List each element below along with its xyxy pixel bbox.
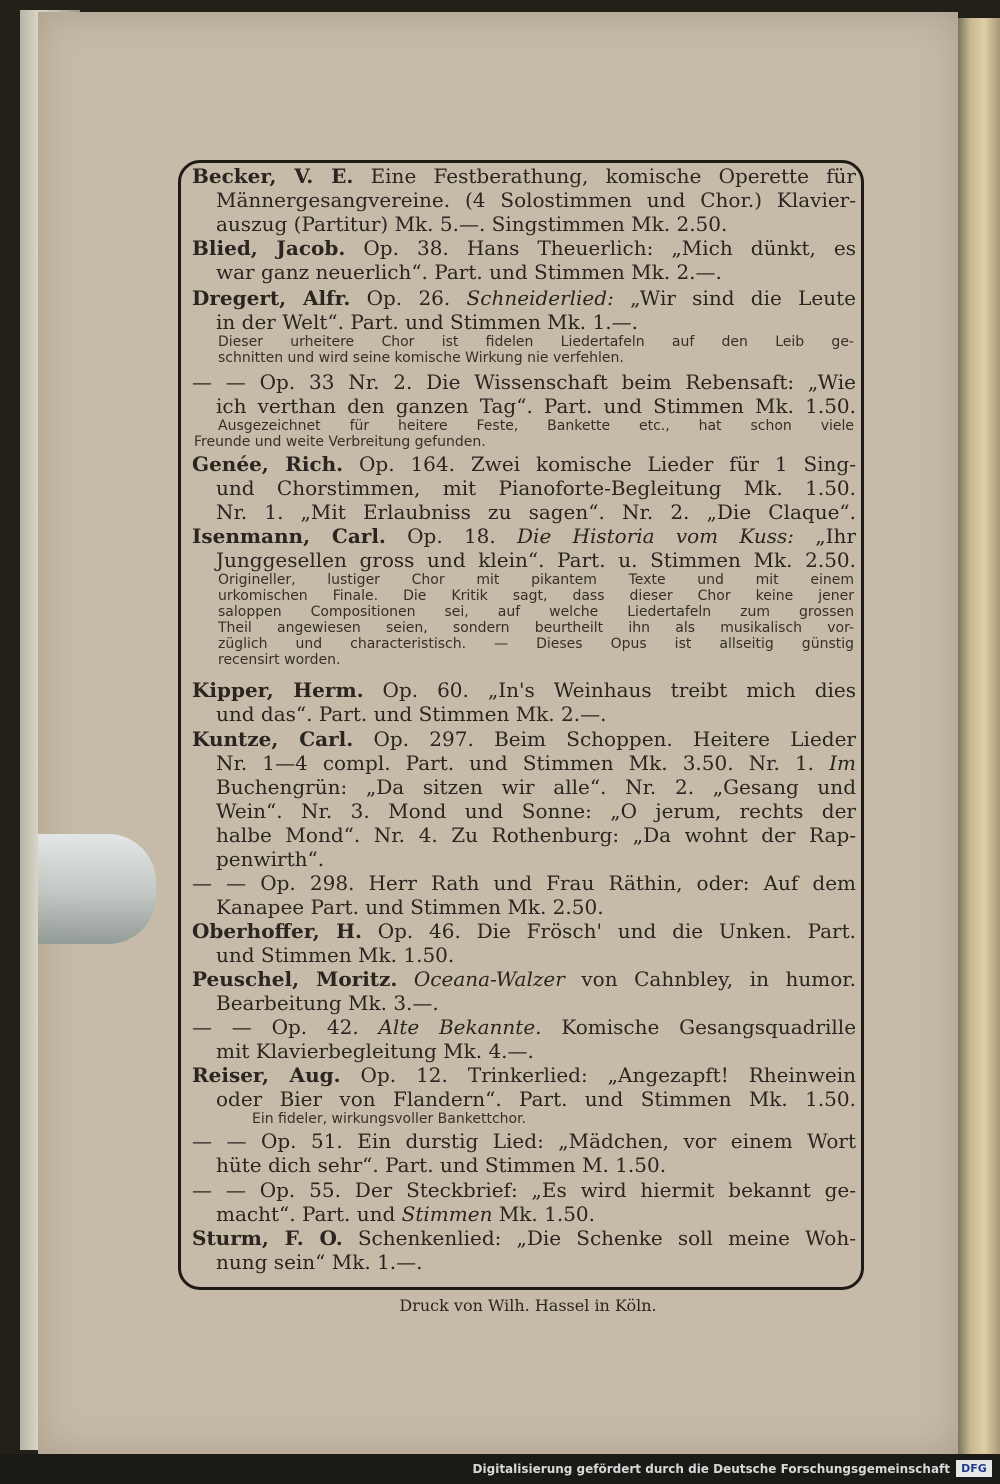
ditto-mark: — — bbox=[192, 370, 246, 394]
entry-line: Nr. 1. „Mit Erlaubniss zu sagen“. Nr. 2. „Die Claque“. bbox=[216, 500, 856, 524]
composer-name: Blied, Jacob. bbox=[192, 236, 346, 260]
entry-line: — — Op. 42. Alte Bekannte. Komische Gesangsquadrille bbox=[192, 1015, 857, 1039]
entry-line: penwirth“. bbox=[216, 847, 325, 871]
entry-line: Genée, Rich. Op. 164. Zwei komische Lieder für 1 Sing- bbox=[192, 452, 856, 476]
page-clip bbox=[38, 834, 156, 944]
work-title: Die Historia vom Kuss: bbox=[517, 524, 795, 548]
ditto-mark: — — bbox=[192, 1178, 246, 1202]
entry-note: recensirt worden. bbox=[218, 652, 341, 668]
entry-note: Origineller, lustiger Chor mit pikantem Texte und mit einem bbox=[218, 572, 854, 588]
entry-line: Sturm, F. O. Schenkenlied: „Die Schenke soll meine Woh- bbox=[192, 1226, 856, 1250]
entry-line: macht“. Part. und Stimmen Mk. 1.50. bbox=[216, 1202, 596, 1226]
work-title: Alte Bekannte. bbox=[378, 1015, 542, 1039]
entry-note: Freunde und weite Verbreitung gefunden. bbox=[194, 434, 486, 450]
entry-line: nung sein“ Mk. 1.—. bbox=[216, 1250, 423, 1274]
entry-line: Isenmann, Carl. Op. 18. Die Historia vom Kuss: „Ihr bbox=[192, 524, 856, 548]
entry-line: Oberhoffer, H. Op. 46. Die Frösch' und die Unken. Part. bbox=[192, 919, 856, 943]
entry-line: Junggesellen gross und klein“. Part. u. Stimmen Mk. 2.50. bbox=[216, 548, 856, 572]
entry-line: — — Op. 55. Der Steckbrief: „Es wird hiermit bekannt ge- bbox=[192, 1178, 857, 1202]
entry-note: Ausgezeichnet für heitere Feste, Bankette etc., hat schon viele bbox=[218, 418, 854, 434]
entry-line: Kuntze, Carl. Op. 297. Beim Schoppen. Heitere Lieder bbox=[192, 727, 856, 751]
composer-name: Kuntze, Carl. bbox=[192, 727, 354, 751]
entry-line: Reiser, Aug. Op. 12. Trinkerlied: „Angezapft! Rheinwein bbox=[192, 1063, 857, 1087]
entry-line: — — Op. 33 Nr. 2. Die Wissenschaft beim Rebensaft: „Wie bbox=[192, 370, 857, 394]
ditto-mark: — — bbox=[192, 1015, 252, 1039]
composer-name: Sturm, F. O. bbox=[192, 1226, 343, 1250]
composer-name: Peuschel, Moritz. bbox=[192, 967, 398, 991]
entry-line: Buchengrün: „Da sitzen wir alle“. Nr. 2. „Gesang und bbox=[216, 775, 856, 799]
entry-line: in der Welt“. Part. und Stimmen Mk. 1.—. bbox=[216, 310, 638, 334]
entry-note: Theil angewiesen seien, sondern beurtheilt ihn als musikalisch vor- bbox=[218, 620, 854, 636]
entry-line: und Chorstimmen, mit Pianoforte-Begleitung Mk. 1.50. bbox=[216, 476, 856, 500]
entry-line: — — Op. 51. Ein durstig Lied: „Mädchen, vor einem Wort bbox=[192, 1129, 857, 1153]
composer-name: Becker, V. E. bbox=[192, 164, 354, 188]
digitization-footer bbox=[0, 1454, 1000, 1484]
entry-line: mit Klavierbegleitung Mk. 4.—. bbox=[216, 1039, 534, 1063]
entry-line: Blied, Jacob. Op. 38. Hans Theuerlich: „Mich dünkt, es bbox=[192, 236, 857, 260]
entry-note: Dieser urheitere Chor ist fidelen Liedertafeln auf den Leib ge- bbox=[218, 334, 854, 350]
entry-line: ich verthan den ganzen Tag“. Part. und Stimmen Mk. 1.50. bbox=[216, 394, 856, 418]
entry-line: und das“. Part. und Stimmen Mk. 2.—. bbox=[216, 702, 607, 726]
entry-line: auszug (Partitur) Mk. 5.—. Singstimmen Mk. 2.50. bbox=[216, 212, 728, 236]
composer-name: Oberhoffer, H. bbox=[192, 919, 362, 943]
funding-notice: Digitalisierung gefördert durch die Deutsche Forschungsgemeinschaft bbox=[472, 1462, 950, 1476]
work-title: Schneiderlied: bbox=[466, 286, 614, 310]
entry-line: Peuschel, Moritz. Oceana-Walzer von Cahnbley, in humor. bbox=[192, 967, 856, 991]
entry-line: Nr. 1—4 compl. Part. und Stimmen Mk. 3.50. Nr. 1. Im bbox=[216, 751, 856, 775]
composer-name: Reiser, Aug. bbox=[192, 1063, 341, 1087]
entry-note: züglich und characteristisch. — Dieses Opus ist allseitig günstig bbox=[218, 636, 854, 652]
composer-name: Isenmann, Carl. bbox=[192, 524, 386, 548]
dfg-logo: DFG bbox=[956, 1460, 992, 1477]
entry-line: Becker, V. E. Eine Festberathung, komische Operette für bbox=[192, 164, 856, 188]
entry-line: Wein“. Nr. 3. Mond und Sonne: „O jerum, rechts der bbox=[216, 799, 856, 823]
entry-line: Kanapee Part. und Stimmen Mk. 2.50. bbox=[216, 895, 604, 919]
composer-name: Dregert, Alfr. bbox=[192, 286, 351, 310]
entry-line: oder Bier von Flandern“. Part. und Stimmen Mk. 1.50. bbox=[216, 1087, 856, 1111]
ditto-mark: — — bbox=[192, 871, 247, 895]
composer-name: Genée, Rich. bbox=[192, 452, 344, 476]
entry-note: saloppen Compositionen sei, auf welche Liedertafeln zum grossen bbox=[218, 604, 854, 620]
entry-line: Männergesangvereine. (4 Solostimmen und Chor.) Klavier- bbox=[216, 188, 856, 212]
cover-edge bbox=[955, 18, 1000, 1458]
entry-line: Kipper, Herm. Op. 60. „In's Weinhaus treibt mich dies bbox=[192, 678, 857, 702]
entry-note: schnitten und wird seine komische Wirkung nie verfehlen. bbox=[218, 350, 624, 366]
ditto-mark: — — bbox=[192, 1129, 247, 1153]
entry-line: Bearbeitung Mk. 3.—. bbox=[216, 991, 439, 1015]
entry-line: halbe Mond“. Nr. 4. Zu Rothenburg: „Da wohnt der Rap- bbox=[216, 823, 856, 847]
composer-name: Kipper, Herm. bbox=[192, 678, 364, 702]
entry-line: Dregert, Alfr. Op. 26. Schneiderlied: „Wir sind die Leute bbox=[192, 286, 856, 310]
entry-note: Ein fideler, wirkungsvoller Bankettchor. bbox=[252, 1111, 526, 1127]
entry-line: — — Op. 298. Herr Rath und Frau Räthin, oder: Auf dem bbox=[192, 871, 857, 895]
entry-line: hüte dich sehr“. Part. und Stimmen M. 1.50. bbox=[216, 1153, 667, 1177]
work-title: Oceana-Walzer bbox=[413, 967, 565, 991]
entry-note: urkomischen Finale. Die Kritik sagt, dass dieser Chor keine jener bbox=[218, 588, 854, 604]
entry-line: war ganz neuerlich“. Part. und Stimmen Mk. 2.—. bbox=[216, 260, 722, 284]
printer-imprint: Druck von Wilh. Hassel in Köln. bbox=[399, 1296, 657, 1315]
entry-line: und Stimmen Mk. 1.50. bbox=[216, 943, 455, 967]
